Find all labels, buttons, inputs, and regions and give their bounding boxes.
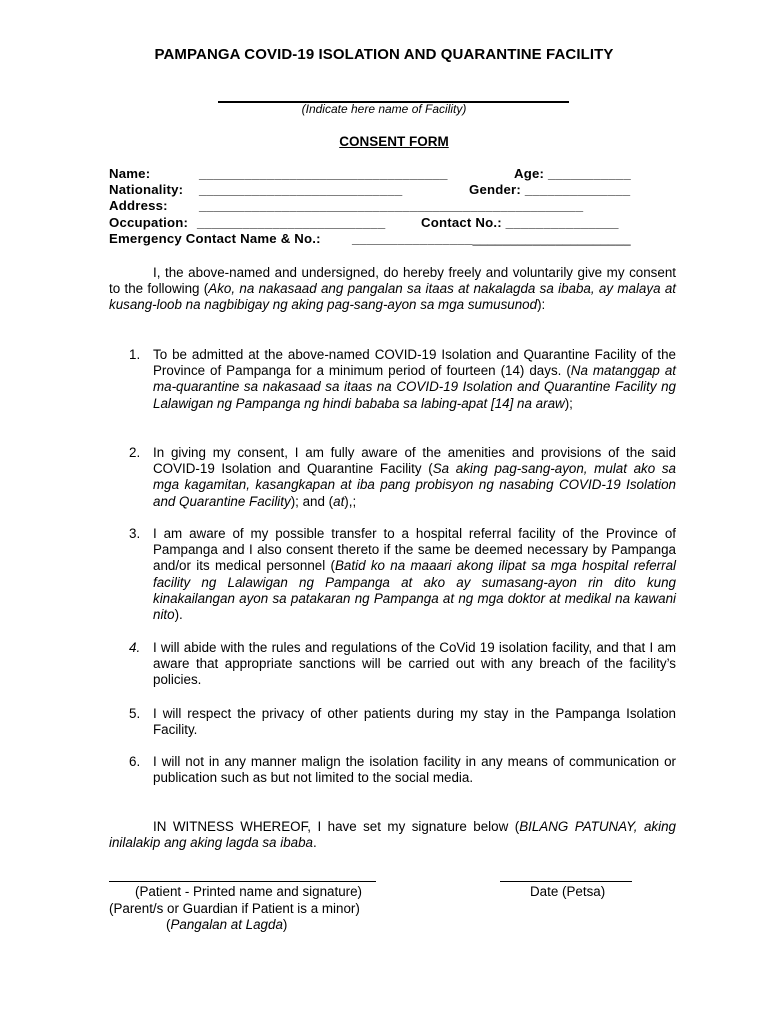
guardian-label: (Parent/s or Guardian if Patient is a minor) [109, 901, 360, 916]
intro-english: I, the above-named and undersigned, do hereby freely and voluntarily give my consent to the following ( [109, 265, 676, 297]
item-number: 2. [129, 445, 141, 460]
name-field[interactable]: _________________________________ [199, 166, 448, 181]
item-tagalog: Sa aking pag-sang-ayon, mulat ako sa mga kagamitan, kasangkapan at iba pang probisyon ng nasabing COVID-19 Isolation and Quarantine Facility [153, 461, 676, 509]
age-label: Age: ______ [514, 166, 594, 181]
item-close: ). [174, 607, 183, 623]
document-title: PAMPANGA COVID-19 ISOLATION AND QUARANTINE FACILITY [154, 46, 614, 63]
item-close-2: ),; [344, 493, 357, 509]
item-close: ); [564, 395, 573, 411]
emergency-label: Emergency Contact Name & No.: [109, 231, 321, 246]
address-field[interactable]: ___________________________________________________ [199, 198, 584, 213]
item-english: I am aware of my possible transfer to a hospital referral facility of the Province of Pampanga and I also consent thereto if the same be deemed necessary by Pampanga and/or its medical personnel ( [153, 526, 676, 574]
tagalog-label-open: ( [166, 917, 171, 932]
emergency-blank-2[interactable]: _____________________ [472, 231, 631, 246]
witness-english: IN WITNESS WHEREOF, I have set my signature below ( [153, 819, 520, 834]
contact-label: Contact No.: [421, 215, 506, 230]
witness-paragraph [109, 819, 676, 851]
item-text [153, 347, 676, 412]
contact-field[interactable] [421, 215, 619, 231]
item-close: ); and ( [290, 493, 334, 509]
item-text [153, 445, 676, 510]
emergency-blank-1[interactable]: ________________ [352, 231, 473, 246]
age-blank[interactable]: _____ [593, 166, 631, 181]
tagalog-label-close: ) [282, 917, 288, 932]
age-field[interactable] [514, 166, 631, 182]
witness-tagalog: BILANG PATUNAY, aking inilalakip ang aking lagda sa ibaba [109, 819, 676, 851]
date-line[interactable] [500, 881, 632, 882]
item-number: 1. [129, 347, 141, 362]
gender-field[interactable] [469, 182, 630, 198]
form-title: CONSENT FORM [339, 134, 449, 149]
item-english: To be admitted at the above-named COVID-19 Isolation and Quarantine Facility of the Province of Pampanga for a minimum period of fourteen (14) days. ( [153, 347, 676, 379]
gender-blank[interactable]: ______________ [524, 182, 631, 197]
intro-paragraph [109, 265, 676, 314]
tagalog-label-text: Pangalan at Lagda [170, 917, 283, 932]
patient-signature-label: (Patient - Printed name and signature) [135, 884, 363, 899]
item-text: I will not in any manner malign the isolation facility in any means of communication or publication such as but not limited to the social media. [153, 754, 676, 786]
item-text [153, 526, 676, 623]
name-label: Name: [109, 166, 151, 181]
item-text: I will respect the privacy of other patients during my stay in the Pampanga Isolation Facility. [153, 706, 676, 738]
intro-tagalog: Ako, na nakasaad ang pangalan sa itaas at nakalagda sa ibaba, ay malaya at kusang-loob na nagbibigay ng aking pag-sang-ayon sa mga sumusunod [109, 281, 676, 313]
item-tagalog: Batid ko na maaari akong ilipat sa mga hospital referral facility ng Lalawigan ng Pampanga at ako ay sumasang-ayon rin dito kung kinakailangan ayon sa patakaran ng Pampanga at ng mga doktor at medikal na kawani nito [153, 558, 677, 623]
gender-label: Gender: [469, 182, 525, 197]
witness-close: . [313, 835, 317, 851]
item-text: I will abide with the rules and regulations of the CoVid 19 isolation facility, and that I am aware that appropriate sanctions will be carried out with any breach of the facility’s policies. [153, 640, 676, 688]
contact-blank[interactable]: _______________ [505, 215, 619, 230]
item-number: 6. [129, 754, 141, 769]
nationality-label: Nationality: [109, 182, 184, 197]
item-number: 5. [129, 706, 141, 721]
address-label: Address: [109, 198, 168, 213]
tagalog-signature-label [166, 917, 287, 932]
facility-note: (Indicate here name of Facility) [301, 102, 467, 116]
emergency-field[interactable] [352, 231, 631, 247]
intro-close: ): [537, 297, 546, 313]
occupation-label: Occupation: [109, 215, 189, 230]
date-label: Date (Petsa) [530, 884, 606, 899]
item-english: In giving my consent, I am fully aware of the amenities and provisions of the said COVID-19 Isolation and Quarantine Facility ( [153, 445, 676, 477]
item-tagalog: Na matanggap at ma-quarantine sa nakasaad sa itaas na COVID-19 Isolation and Quarantine Facility ng Lalawigan ng Pampanga ng hindi bababa sa labing-apat [14] na araw [153, 363, 676, 411]
occupation-field[interactable]: _________________________ [197, 215, 386, 230]
patient-signature-line[interactable] [109, 881, 376, 882]
item-tagalog-2: at [333, 493, 345, 509]
item-number: 4. [129, 640, 141, 655]
nationality-field[interactable]: ___________________________ [199, 182, 403, 197]
item-number: 3. [129, 526, 141, 541]
